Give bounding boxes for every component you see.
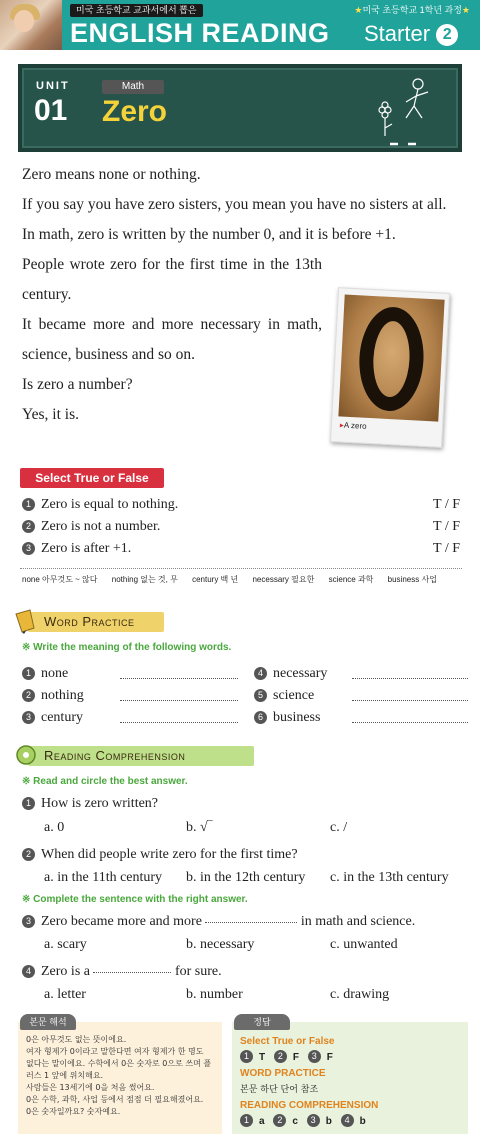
option-c[interactable]: c. in the 13th century [330,870,449,885]
caret-right-icon: ▸ [339,420,345,430]
vocab-item: century 백 년 [192,575,239,584]
tf-choice[interactable]: T / F [433,519,460,534]
reading-comp-instruction: ※ Complete the sentence with the right answer. [22,894,248,905]
option-a[interactable]: a. scary [44,937,87,952]
question-4: 4 Zero is a for sure. [22,962,222,982]
passage-sentence: Is zero a number? [22,376,133,393]
word-practice-item: 6 business [254,708,320,728]
option-c[interactable]: c. unwanted [330,937,398,952]
unit-chalkboard [18,64,462,152]
pencil-icon [14,608,38,634]
question-2: 2 When did people write zero for the first time? [22,845,298,865]
number-badge: 1 [22,498,35,511]
option-c[interactable]: c. drawing [330,987,390,1002]
star-icon: ★ [354,5,363,15]
answer-line[interactable] [352,700,468,701]
tf-choice[interactable]: T / F [433,497,460,512]
level-number-badge: 2 [436,24,458,46]
question-1: 1 How is zero written? [22,794,158,814]
answer-line[interactable] [120,678,238,679]
answer-blank[interactable] [93,972,171,973]
answer-key: Select True or False 1 T 2 F 3 F WORD PRACTICE 본문 하단 단어 참조 READING COMPREHENSION 1 a 2 c 3 b 4 b [240,1036,379,1127]
tf-statement: Zero is after +1. [41,541,132,556]
true-false-list [22,494,462,560]
book-title: ENGLISH READING [70,18,330,48]
option-c[interactable]: c. / [330,820,348,835]
zero-photo [330,287,450,448]
word-practice-instruction: ※ Write the meaning of the following words. [22,642,232,653]
tf-statement: Zero is not a number. [41,519,161,534]
header-photo [0,0,62,50]
header-grade: ★미국 초등학교 1학년 과정★ [354,5,470,15]
translation-label: 본문 해석 [20,1014,76,1030]
answer-line[interactable] [120,722,238,723]
translation-text: 0은 아무것도 없는 뜻이에요. 여자 형제가 0이라고 말한다면 여자 형제가 한 명도 없다는 말이에요. 수학에서 0은 숫자로 0으로 쓰며 플 러스 1 앞에 위치해요. 사람들은 13세기에 0을 처음 썼어요. 0은 수학, 과학, 사업 등에서 점점 더 필요해졌어요. 0은 숫자일까요? 숫자예요. [26,1035,212,1116]
passage-sentence: Yes, it is. [22,406,80,423]
word-practice-title: Word Practice [44,614,135,629]
number-badge: 3 [22,542,35,555]
tf-item [22,516,462,538]
header-subtitle: 미국 초등학교 교과서에서 뽑은 [70,4,203,17]
photo-caption: ▸A zero [339,420,367,431]
word-practice-item: 2 nothing [22,686,84,706]
tf-item [22,494,462,516]
answer-key-label: 정답 [234,1014,290,1030]
reading-comp-instruction: ※ Read and circle the best answer. [22,776,188,787]
answer-line[interactable] [120,700,238,701]
gear-icon [14,742,38,768]
passage-sentence: It became more and more necessary in math, science, business and so on. [22,316,322,363]
tf-choice[interactable]: T / F [433,541,460,556]
reading-comp-title: Reading Comprehension [44,748,186,763]
number-badge: 2 [22,520,35,533]
vocab-list [22,574,449,586]
passage-sentence: In math, zero is written by the number 0, and it is before +1. [22,226,396,243]
option-b[interactable]: b. √‾ [186,820,213,835]
book-level: Starter 2 [364,20,458,48]
option-b[interactable]: b. in the 12th century [186,870,306,885]
vocab-item: business 사업 [387,575,437,584]
option-b[interactable]: b. number [186,987,243,1002]
answer-line[interactable] [352,678,468,679]
word-practice-banner [14,608,164,634]
question-3: 3 Zero became more and more in math and science. [22,912,415,932]
answer-line[interactable] [352,722,468,723]
unit-title: Zero [102,95,168,128]
tf-statement: Zero is equal to nothing. [41,497,179,512]
chalk-drawing-icon [368,74,438,146]
unit-number: 01 [34,94,68,127]
reading-comp-banner [14,742,254,768]
passage-sentence: If you say you have zero sisters, you mean you have no sisters at all. [22,196,447,213]
answer-blank[interactable] [205,922,297,923]
divider [20,568,462,569]
header-banner [0,0,480,50]
vocab-item: nothing 없는 것, 무 [111,575,178,584]
zero-image [338,295,444,422]
word-practice-item: 3 century [22,708,83,728]
word-practice-item: 4 necessary [254,664,327,684]
vocab-item: science 과학 [328,575,374,584]
tf-item [22,538,462,560]
option-a[interactable]: a. 0 [44,820,65,835]
option-a[interactable]: a. in the 11th century [44,870,163,885]
vocab-item: necessary 필요한 [252,575,315,584]
star-icon: ★ [461,5,470,15]
subject-badge: Math [102,80,164,94]
word-practice-item: 1 none [22,664,68,684]
option-a[interactable]: a. letter [44,987,86,1002]
word-practice-item: 5 science [254,686,314,706]
passage-sentence: People wrote zero for the first time in the 13th century. [22,256,322,303]
true-false-label: Select True or False [20,468,164,488]
vocab-item: none 아무것도 ~ 않다 [22,575,98,584]
option-b[interactable]: b. necessary [186,937,255,952]
unit-label: UNIT [36,80,70,92]
passage-sentence: Zero means none or nothing. [22,166,201,183]
